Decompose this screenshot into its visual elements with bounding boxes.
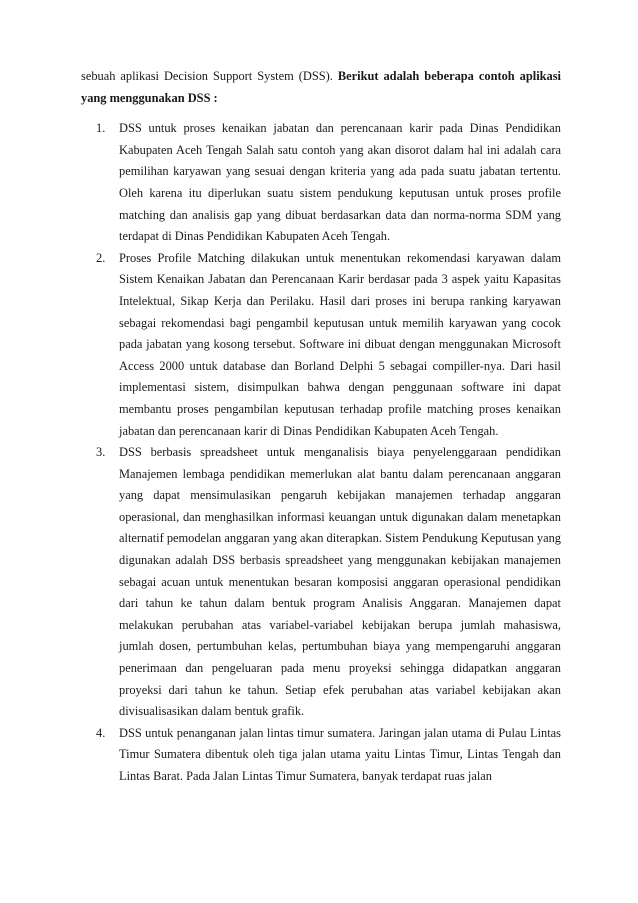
list-item [61,248,561,442]
list-item [61,442,561,723]
list-item-text: DSS untuk penanganan jalan lintas timur sumatera. Jaringan jalan utama di Pulau Lintas Timur Sumatera dibentuk oleh tiga jalan utama yaitu Lintas Timur, Lintas Tengah dan Lintas Barat. Pada Jalan Lintas Timur Sumatera, banyak terdapat ruas jalan [119,725,561,783]
list-item [61,118,561,248]
intro-paragraph [81,66,561,109]
intro-text: sebuah aplikasi Decision Support System (DSS). [81,69,333,83]
list-item [61,723,561,788]
list-item-number: 2. [96,250,106,265]
intro-bold-text: Berikut adalah beberapa contoh aplikasi yang menggunakan DSS : [81,69,561,105]
list-item-text: Proses Profile Matching dilakukan untuk menentukan rekomendasi karyawan dalam Sistem Kenaikan Jabatan dan Perencanaan Karir berdasar pada 3 aspek yaitu Kapasitas Intelektual, Sikap Kerja dan Perilaku. Hasil dari proses ini berupa ranking karyawan sebagai rekomendasi bagi pengambil keputusan untuk memilih karyawan yang cocok pada jabatan yang kosong tersebut. Software ini dibuat dengan menggunakan Microsoft Access 2000 untuk database dan Borland Delphi 5 sebagai compiller-nya. Dari hasil implementasi sistem, disimpulkan bahwa dengan penggunaan software ini dapat membantu proses pengambilan keputusan terhadap profile matching proses kenaikan jabatan dan perencanaan karir di Dinas Pendidikan Kabupaten Aceh Tengah. [119,250,561,438]
list-item-number: 4. [96,725,106,740]
dss-example-list [81,118,561,787]
list-item-number: 3. [96,445,106,460]
list-item-text: DSS untuk proses kenaikan jabatan dan perencanaan karir pada Dinas Pendidikan Kabupaten Aceh Tengah Salah satu contoh yang akan disorot dalam hal ini adalah cara pemilihan karyawan yang sesuai dengan kriteria yang ada pada suatu jabatan tertentu. Oleh karena itu diperlukan suatu sistem pendukung keputusan untuk proses profile matching dan analisis gap yang dibuat berdasarkan data dan norma-norma SDM yang terdapat di Dinas Pendidikan Kabupaten Aceh Tengah. [119,121,561,244]
list-item-text: DSS berbasis spreadsheet untuk menganalisis biaya penyelenggaraan pendidikan Manajemen lembaga pendidikan memerlukan alat bantu dalam perencanaan anggaran yang dapat mensimulasikan pengaruh kebijakan manajemen terhadap anggaran operasional, dan menghasilkan informasi keuangan untuk digunakan dalam menetapkan alternatif pemodelan anggaran yang akan diterapkan. Sistem Pendukung Keputusan yang digunakan adalah DSS berbasis spreadsheet yang menggunakan kebijakan manajemen sebagai acuan untuk menentukan besaran komposisi anggaran operasional pendidikan dari tahun ke tahun dalam bentuk program Analisis Anggaran. Manajemen dapat melakukan perubahan atas variabel-variabel kebijakan berupa jumlah mahasiswa, jumlah dosen, pertumbuhan kelas, pertumbuhan biaya yang mempengaruhi anggaran penerimaan dan pengeluaran pada menu proyeksi sehingga didapatkan anggaran proyeksi dari tahun ke tahun. Setiap efek perubahan atas variabel kebijakan akan divisualisasikan dalam bentuk grafik. [119,445,561,719]
document-body [81,66,561,788]
list-item-number: 1. [96,121,106,136]
